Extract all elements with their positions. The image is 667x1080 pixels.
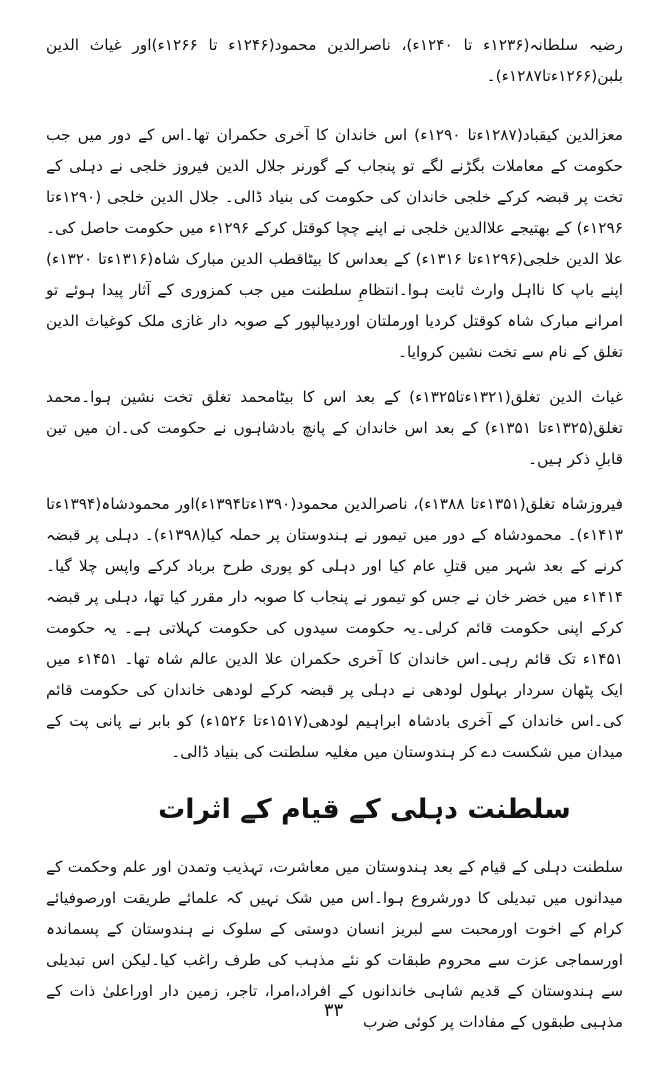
paragraph-tughlaq-dynasty: غیاث الدین تغلق(۱۳۲۱ءتا۱۳۲۵ء) کے بعد اس کا بیٹامحمد تغلق تخت نشین ہوا۔محمد تغلق(۱۳۲۵ءتا ۱۳۵۱ء) کے بعد اس خاندان کے پانچ بادشاہوں نے حکومت کی۔ان میں تین قابلِ ذکر ہیں۔ — [46, 388, 623, 468]
section-heading: سلطنت دہلی کے قیام کے اثرات — [158, 794, 571, 825]
paragraph-sultanate-effects: سلطنت دہلی کے قیام کے بعد ہندوستان میں معاشرت، تہذیب وتمدن اور علم وحکمت کے میدانوں میں تبدیلی کا دورشروع ہوا۔اس میں شک نہیں کہ علمائے طریقت اورصوفیائے کرام کے اخوت اورمحبت سے لبریز انسان دوستی کے سلوک نے ہندوستان کے پسماندہ اورسماجی عزت سے محروم طبقات کو نئے مذہب کی طرف راغب کیا۔لیکن اس تبدیلی سے ہندوستان کے قدیم شاہی خاندانوں کے افراد،امرا، تاجر، زمین دار اوراعلیٰ ذات کے مذہبی طبقوں کے مفادات پر کوئی ضرب — [46, 858, 623, 1031]
paragraph-sayyid-lodi-dynasties: فیروزشاہ تغلق(۱۳۵۱ءتا ۱۳۸۸ء)، ناصرالدین محمود(۱۳۹۰ءتا۱۳۹۴ء)اور محمودشاہ(۱۳۹۴ءتا ۱۴۱۳ء)۔ محمودشاہ کے دور میں تیمور نے ہندوستان پر حملہ کیا(۱۳۹۸ء)۔ دہلی پر قبضہ کرنے کے بعد شہر میں قتلِ عام کیا اور دہلی کو پوری طرح برباد کرکے واپس چلا گیا۔۱۴۱۴ء میں خضر خان نے جس کو تیمور نے پنجاب کا صوبہ دار مقرر کیا تھا، دہلی پر قبضہ کرکے اپنی حکومت قائم کرلی۔یہ حکومت سیدوں کی حکومت کہلاتی ہے۔ یہ حکومت ۱۴۵۱ء تک قائم رہی۔اس خاندان کا آخری حکمران علا الدین عالم شاہ تھا۔ ۱۴۵۱ء میں ایک پٹھان سردار بہلول لودھی نے دہلی پر قبضہ کرکے لودھی خاندان کی حکومت قائم کی۔اس خاندان کے آخری بادشاہ ابراہیم لودھی(۱۵۱۷ءتا ۱۵۲۶ء) کو بابر نے پانی پت کے میدان میں شکست دے کر ہندوستان میں مغلیہ سلطنت کی بنیاد ڈالی۔ — [46, 495, 624, 761]
paragraph-khalji-dynasty: معزالدین کیقباد(۱۲۸۷ءتا ۱۲۹۰ء) اس خاندان کا آخری حکمران تھا۔اس کے دور میں جب حکومت کے معاملات بگڑنے لگے تو پنجاب کے گورنر جلال الدین فیروز خلجی نے دہلی کے تخت پر قبضہ کرکے خلجی خاندان کی حکومت کی بنیاد ڈالی۔ جلال الدین خلجی (۱۲۹۰ءتا ۱۲۹۶ء) کے بھتیجے علاالدین خلجی نے اپنے چچا کوقتل کرکے ۱۲۹۶ء میں حکومت حاصل کی۔علا الدین خلجی(۱۲۹۶ءتا ۱۳۱۶ء) کے بعداس کا بیٹاقطب الدین مبارک شاہ(۱۳۱۶ءتا ۱۳۲۰ء) اپنے باپ کا نااہل وارث ثابت ہوا۔انتظامِ سلطنت میں جب کمزوری کے آثار پیدا ہوئے تو امرانے مبارک شاہ کوقتل کردیا اورملتان اوردیپالپور کے صوبہ دار غازی ملک کوغیاث الدین تغلق کے نام سے تخت نشین کروایا۔ — [46, 126, 624, 361]
page-number: ۳۳ — [323, 1000, 344, 1021]
paragraph-rulers-list: رضیہ سلطانہ(۱۲۳۶ء تا ۱۲۴۰ء)، ناصرالدین محمود(۱۲۴۶ء تا ۱۲۶۶ء)اور غیاث الدین بلبن(۱۲۶۶ءتا۱۲۸۷ء)۔ — [46, 36, 623, 85]
